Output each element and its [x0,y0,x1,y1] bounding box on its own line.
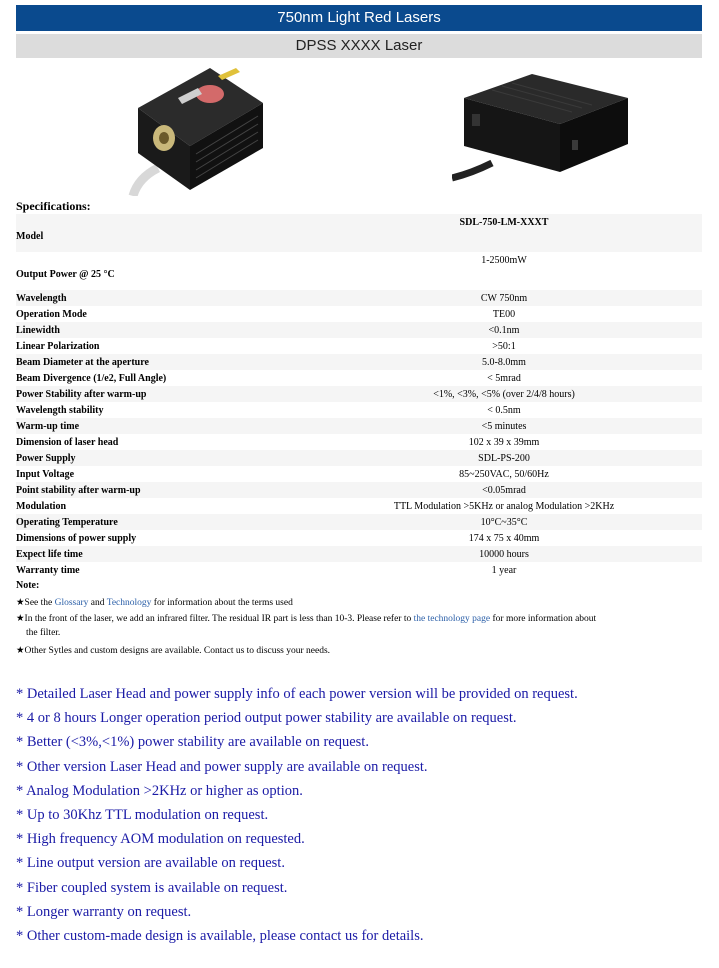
spec-value: TE00 [256,306,702,322]
spec-value: <1%, <3%, <5% (over 2/4/8 hours) [256,386,702,402]
spec-value: TTL Modulation >5KHz or analog Modulation >2KHz [256,498,702,514]
laser-head-image [128,58,264,196]
specifications-table [16,214,702,578]
specifications-title: Specifications: [16,199,91,213]
spec-label: Output Power @ 25 °C [16,252,256,290]
spec-value: < 0.5nm [256,402,702,418]
spec-label: Warranty time [16,562,256,578]
spec-row [16,290,702,306]
note-text: the filter. [26,628,61,638]
list-item: * 4 or 8 hours Longer operation period output power stability are available on request. [16,710,517,727]
spec-label: Power Supply [16,450,256,466]
spec-row [16,252,702,290]
list-item: * Other version Laser Head and power supply are available on request. [16,758,428,775]
spec-label: Wavelength [16,290,256,306]
note-line [16,612,702,640]
spec-value: 102 x 39 x 39mm [256,434,702,450]
spec-row [16,466,702,482]
list-item: * Longer warranty on request. [16,903,192,920]
spec-row [16,354,702,370]
list-item: * Analog Modulation >2KHz or higher as option. [16,782,303,799]
spec-row [16,546,702,562]
glossary-link[interactable]: Glossary [54,598,89,608]
spec-value: SDL-750-LM-XXXT [256,214,702,252]
spec-value: <0.1nm [256,322,702,338]
spec-label: Operation Mode [16,306,256,322]
spec-value: <5 minutes [256,418,702,434]
star-icon: ★ [16,646,25,656]
star-icon: ★ [16,598,25,608]
note-line [16,597,293,608]
spec-label: Wavelength stability [16,402,256,418]
spec-value: 5.0-8.0mm [256,354,702,370]
power-supply-image [452,68,628,182]
list-item: * High frequency AOM modulation on requested. [16,831,305,848]
note-text: and [88,598,107,608]
page-title: 750nm Light Red Lasers [16,5,702,31]
spec-row [16,386,702,402]
spec-value: 1-2500mW [256,252,702,290]
spec-label: Input Voltage [16,466,256,482]
list-item: * Detailed Laser Head and power supply info of each power version will be provided on request. [16,686,578,702]
spec-value: 85~250VAC, 50/60Hz [256,466,702,482]
offers-list [16,683,578,949]
spec-row [16,450,702,466]
spec-row [16,306,702,322]
note-text: for information about the terms used [151,598,293,608]
technology-link[interactable]: Technology [106,598,152,608]
spec-value: 10000 hours [256,546,702,562]
spec-label: Linewidth [16,322,256,338]
note-line [16,645,330,656]
spec-row [16,434,702,450]
spec-label: Dimensions of power supply [16,530,256,546]
spec-value: 174 x 75 x 40mm [256,530,702,546]
list-item: * Fiber coupled system is available on request. [16,879,288,896]
list-item: * Up to 30Khz TTL modulation on request. [16,806,269,823]
spec-label: Operating Temperature [16,514,256,530]
spec-value: SDL-PS-200 [256,450,702,466]
note-text: In the front of the laser, we add an infrared filter. The residual IR part is less than 10-3. Please refer to [24,614,414,624]
spec-row [16,418,702,434]
spec-row [16,338,702,354]
list-item: * Better (<3%,<1%) power stability are available on request. [16,734,369,751]
spec-label: Model [16,214,256,252]
spec-label: Beam Diameter at the aperture [16,354,256,370]
spec-label: Power Stability after warm-up [16,386,256,402]
spec-value: CW 750nm [256,290,702,306]
note-title: Note: [16,580,40,591]
spec-value: <0.05mrad [256,482,702,498]
spec-value: 1 year [256,562,702,578]
spec-row [16,402,702,418]
spec-label: Expect life time [16,546,256,562]
spec-label: Point stability after warm-up [16,482,256,498]
spec-label: Warm-up time [16,418,256,434]
spec-label: Modulation [16,498,256,514]
spec-row [16,498,702,514]
spec-label: Linear Polarization [16,338,256,354]
technology-page-link[interactable]: the technology page [413,614,491,624]
list-item: * Other custom-made design is available, please contact us for details. [16,927,424,944]
spec-row [16,530,702,546]
spec-label: Dimension of laser head [16,434,256,450]
spec-row [16,482,702,498]
spec-value: >50:1 [256,338,702,354]
note-text: See the [24,598,55,608]
product-subtitle: DPSS XXXX Laser [16,34,702,58]
spec-row [16,214,702,252]
note-text: Other Sytles and custom designs are available. Contact us to discuss your needs. [24,646,331,656]
list-item: * Line output version are available on request. [16,855,285,872]
spec-label: Beam Divergence (1/e2, Full Angle) [16,370,256,386]
spec-row [16,514,702,530]
spec-row [16,562,702,578]
star-icon: ★ [16,614,25,624]
spec-row [16,370,702,386]
spec-value: 10°C~35°C [256,514,702,530]
spec-row [16,322,702,338]
note-text: for more information about [490,614,597,624]
spec-value: < 5mrad [256,370,702,386]
